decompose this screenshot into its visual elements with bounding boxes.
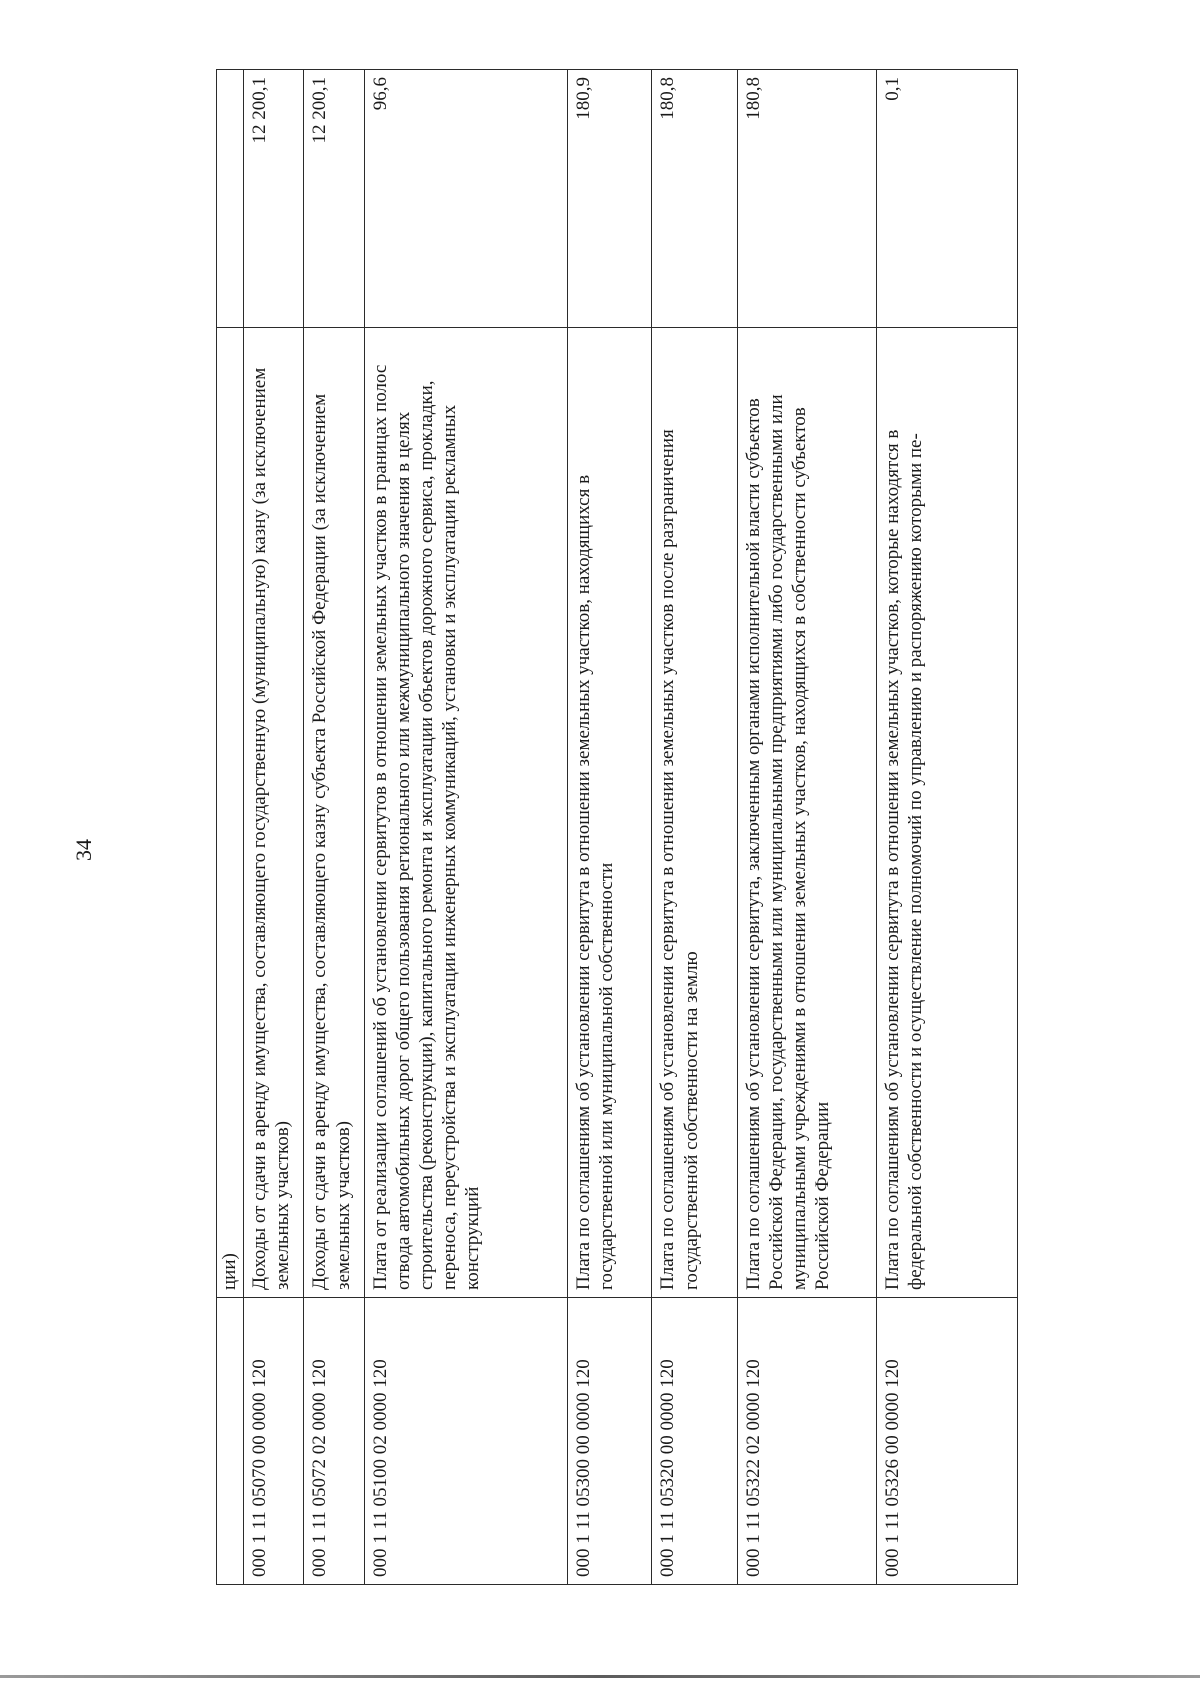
- description-cell: Плата по соглашениям об установлении сервитута в отношении земельных участков, находящихся в государственной или муниципальной собственности: [568, 328, 652, 1298]
- amount-cell: 0,1: [876, 70, 1017, 328]
- description-cell: Доходы от сдачи в аренду имущества, составляющего казну субъекта Российской Федерации (за исключением земельных участков): [304, 328, 364, 1298]
- table-row: [652, 70, 737, 1585]
- description-cell: Плата по соглашениям об установлении сервитута, заключенным органами исполнительной власти субъектов Российской Федерации, государственными или муниципальными предприятиями либо государственными или муниципальными учреждениями в отношении земельных участков, находящихся в собственности субъектов Российской Федерации: [737, 328, 876, 1298]
- table-row: [876, 70, 1017, 1585]
- amount-cell: 180,8: [652, 70, 737, 328]
- code-cell: 000 1 11 05320 00 0000 120: [652, 1298, 737, 1585]
- table-row: [244, 70, 304, 1585]
- description-cell: Плата от реализации соглашений об установлении сервитутов в отношении земельных участков в границах полос отвода автомобильных дорог общего пользования регионального или межмуниципального значения в целях строительства (реконструкции), капитального ремонта и эксплуатации объектов дорожного сервиса, прокладки, переноса, переустройства и эксплуатации инженерных коммуникаций, установки и эксплуатации рекламных конструкций: [364, 328, 568, 1298]
- amount-cell: 180,9: [568, 70, 652, 328]
- code-cell: 000 1 11 05070 00 0000 120: [244, 1298, 304, 1585]
- table-row: [364, 70, 568, 1585]
- budget-revenue-table: [216, 69, 1018, 1585]
- description-cell: Плата по соглашениям об установлении сервитута в отношении земельных участков после разграничения государственной собственности на землю: [652, 328, 737, 1298]
- table-row-continuation: [217, 70, 244, 1585]
- code-cell: 000 1 11 05326 00 0000 120: [876, 1298, 1017, 1585]
- code-cell: 000 1 11 05100 02 0000 120: [364, 1298, 568, 1585]
- amount-cell: 180,8: [737, 70, 876, 328]
- description-cell: ции): [217, 328, 244, 1298]
- description-cell: Плата по соглашениям об установлении сервитута в отношении земельных участков, которые находятся в федеральной собственности и осуществление полномочий по управлению и распоряжению которыми пе-: [876, 328, 1017, 1298]
- rotated-table-wrapper: [216, 77, 1018, 1585]
- code-cell: 000 1 11 05300 00 0000 120: [568, 1298, 652, 1585]
- description-cell: Доходы от сдачи в аренду имущества, составляющего государственную (муниципальную) казну (за исключением земельных участков): [244, 328, 304, 1298]
- amount-cell: [217, 70, 244, 328]
- amount-cell: 12 200,1: [244, 70, 304, 328]
- code-cell: 000 1 11 05072 02 0000 120: [304, 1298, 364, 1585]
- table-row: [568, 70, 652, 1585]
- page-number: 34: [71, 839, 96, 861]
- amount-cell: 12 200,1: [304, 70, 364, 328]
- table-row: [737, 70, 876, 1585]
- scan-bottom-edge: [0, 1675, 1200, 1678]
- code-cell: [217, 1298, 244, 1585]
- table-row: [304, 70, 364, 1585]
- amount-cell: 96,6: [364, 70, 568, 328]
- code-cell: 000 1 11 05322 02 0000 120: [737, 1298, 876, 1585]
